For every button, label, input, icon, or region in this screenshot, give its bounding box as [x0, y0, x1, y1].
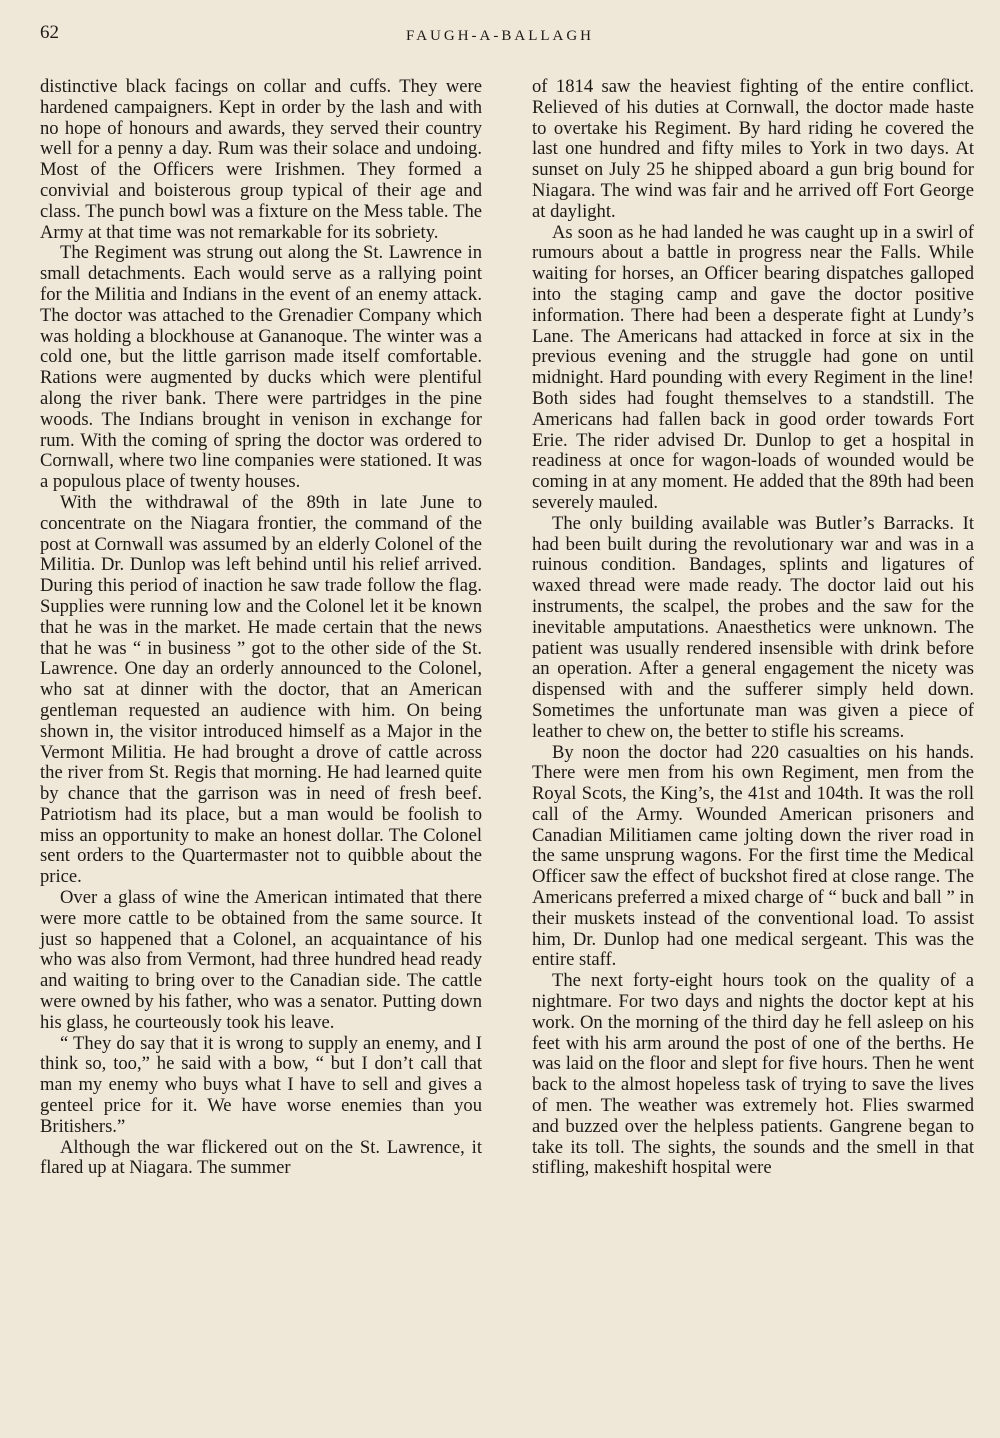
paragraph: “ They do say that it is wrong to supply an enemy, and I think so, too,” he said with a bow, “ but I don’t call that man my enemy who buys what I have to sell and gives a genteel price for it. We have worse enemies than you Britishers.”	[40, 1032, 482, 1137]
paragraph: Over a glass of wine the American intimated that there were more cattle to be obtained from the same source. It just so happened that a Colonel, an acquaintance of his who was also from Vermont, had three hundred head ready and waiting to bring over to the Canadian side. The cattle were owned by his father, who was a senator. Putting down his glass, he courteously took his leave.	[40, 887, 482, 1033]
left-column	[40, 77, 482, 1179]
paragraph: of 1814 saw the heaviest fighting of the entire conflict. Relieved of his duties at Cornwall, the doctor made haste to overtake his Regiment. By hard riding he covered the last one hundred and fifty miles to York in two days. At sunset on July 25 he shipped aboard a gun brig bound for Niagara. The wind was fair and he arrived off Fort George at daylight.	[532, 76, 974, 222]
paragraph: The only building available was Butler’s Barracks. It had been built during the revolutionary war and was in a ruinous condition. Bandages, splints and ligatures of waxed thread were made ready. The doctor laid out his instruments, the scalpel, the probes and the saw for the inevitable amputations. Anaesthetics were unknown. The patient was usually rendered insensible with drink before an operation. After a general engagement the nicety was dispensed with and the sufferer simply held down. Sometimes the unfortunate man was given a piece of leather to chew on, the better to stifle his screams.	[532, 512, 974, 742]
paragraph: By noon the doctor had 220 casualties on his hands. There were men from his own Regiment, men from the Royal Scots, the King’s, the 41st and 104th. It was the roll call of the Army. Wounded American prisoners and Canadian Militiamen came jolting down the river road in the same unsprung wagons. For the first time the Medical Officer saw the effect of buckshot fired at close range. The Americans preferred a mixed charge of “ buck and ball ” in their muskets instead of the conventional load. To assist him, Dr. Dunlop had one medical sergeant. This was the entire staff.	[532, 741, 974, 971]
paragraph: The Regiment was strung out along the St. Lawrence in small detachments. Each would serve as a rallying point for the Militia and Indians in the event of an enemy attack. The doctor was attached to the Grenadier Company which was holding a blockhouse at Gananoque. The winter was a cold one, but the little garrison made itself comfortable. Rations were augmented by ducks which were plentiful along the river bank. There were partridges in the pine woods. The Indians brought in venison in exchange for rum. With the coming of spring the doctor was ordered to Cornwall, where two line companies were stationed. It was a populous place of twenty houses.	[40, 242, 482, 493]
paragraph: As soon as he had landed he was caught up in a swirl of rumours about a battle in progress near the Falls. While waiting for horses, an Officer bearing dispatches galloped into the staging camp and gave the doctor positive information. There had been a desperate fight at Lundy’s Lane. The Americans had attacked in force at six in the previous evening and the struggle had gone on until midnight. Hard pounding with every Regiment in the line! Both sides had fought themselves to a standstill. The Americans had fallen back in good order towards Fort Erie. The rider advised Dr. Dunlop to get a hospital in readiness at once for wagon-loads of wounded would be coming in at any moment. He added that the 89th had been severely mauled.	[532, 221, 974, 513]
running-head: FAUGH-A-BALLAGH	[405, 28, 595, 44]
paragraph: With the withdrawal of the 89th in late June to concentrate on the Niagara frontier, the command of the post at Cornwall was assumed by an elderly Colonel of the Militia. Dr. Dunlop was left behind until his relief arrived. During this period of inaction he saw trade follow the flag. Supplies were running low and the Colonel let it be known that he was in the market. He made certain that the news that he was “ in business ” got to the other side of the St. Lawrence. One day an orderly announced to the Colonel, who sat at dinner with the doctor, that an American gentleman requested an audience with him. On being shown in, the visitor introduced himself as a Major in the Vermont Militia. He had brought a drove of cattle across the river from St. Regis that morning. He had learned quite by chance that the garrison was in need of fresh beef. Patriotism had its place, but a man would be foolish to miss an opportunity to make an honest dollar. The Colonel sent orders to the Quartermaster not to quibble about the price.	[40, 491, 482, 888]
page-number: 62	[40, 22, 59, 43]
right-column	[532, 77, 974, 1179]
paragraph: Although the war flickered out on the St. Lawrence, it flared up at Niagara. The summer	[40, 1136, 482, 1179]
paragraph: The next forty-eight hours took on the quality of a nightmare. For two days and nights the doctor kept at his work. On the morning of the third day he fell asleep on his feet with his arm around the post of one of the berths. He was laid on the floor and slept for five hours. Then he went back to the almost hopeless task of trying to save the lives of men. The weather was extremely hot. Flies swarmed and buzzed over the helpless patients. Gangrene began to take its toll. The sights, the sounds and the smell in that stifling, makeshift hospital were	[532, 970, 974, 1179]
paragraph: distinctive black facings on collar and cuffs. They were hardened campaigners. Kept in order by the lash and with no hope of honours and awards, they served their country well for a penny a day. Rum was their solace and undoing. Most of the Officers were Irishmen. They formed a convivial and boisterous group typical of their age and class. The punch bowl was a fixture on the Mess table. The Army at that time was not remarkable for its sobriety.	[40, 76, 482, 243]
